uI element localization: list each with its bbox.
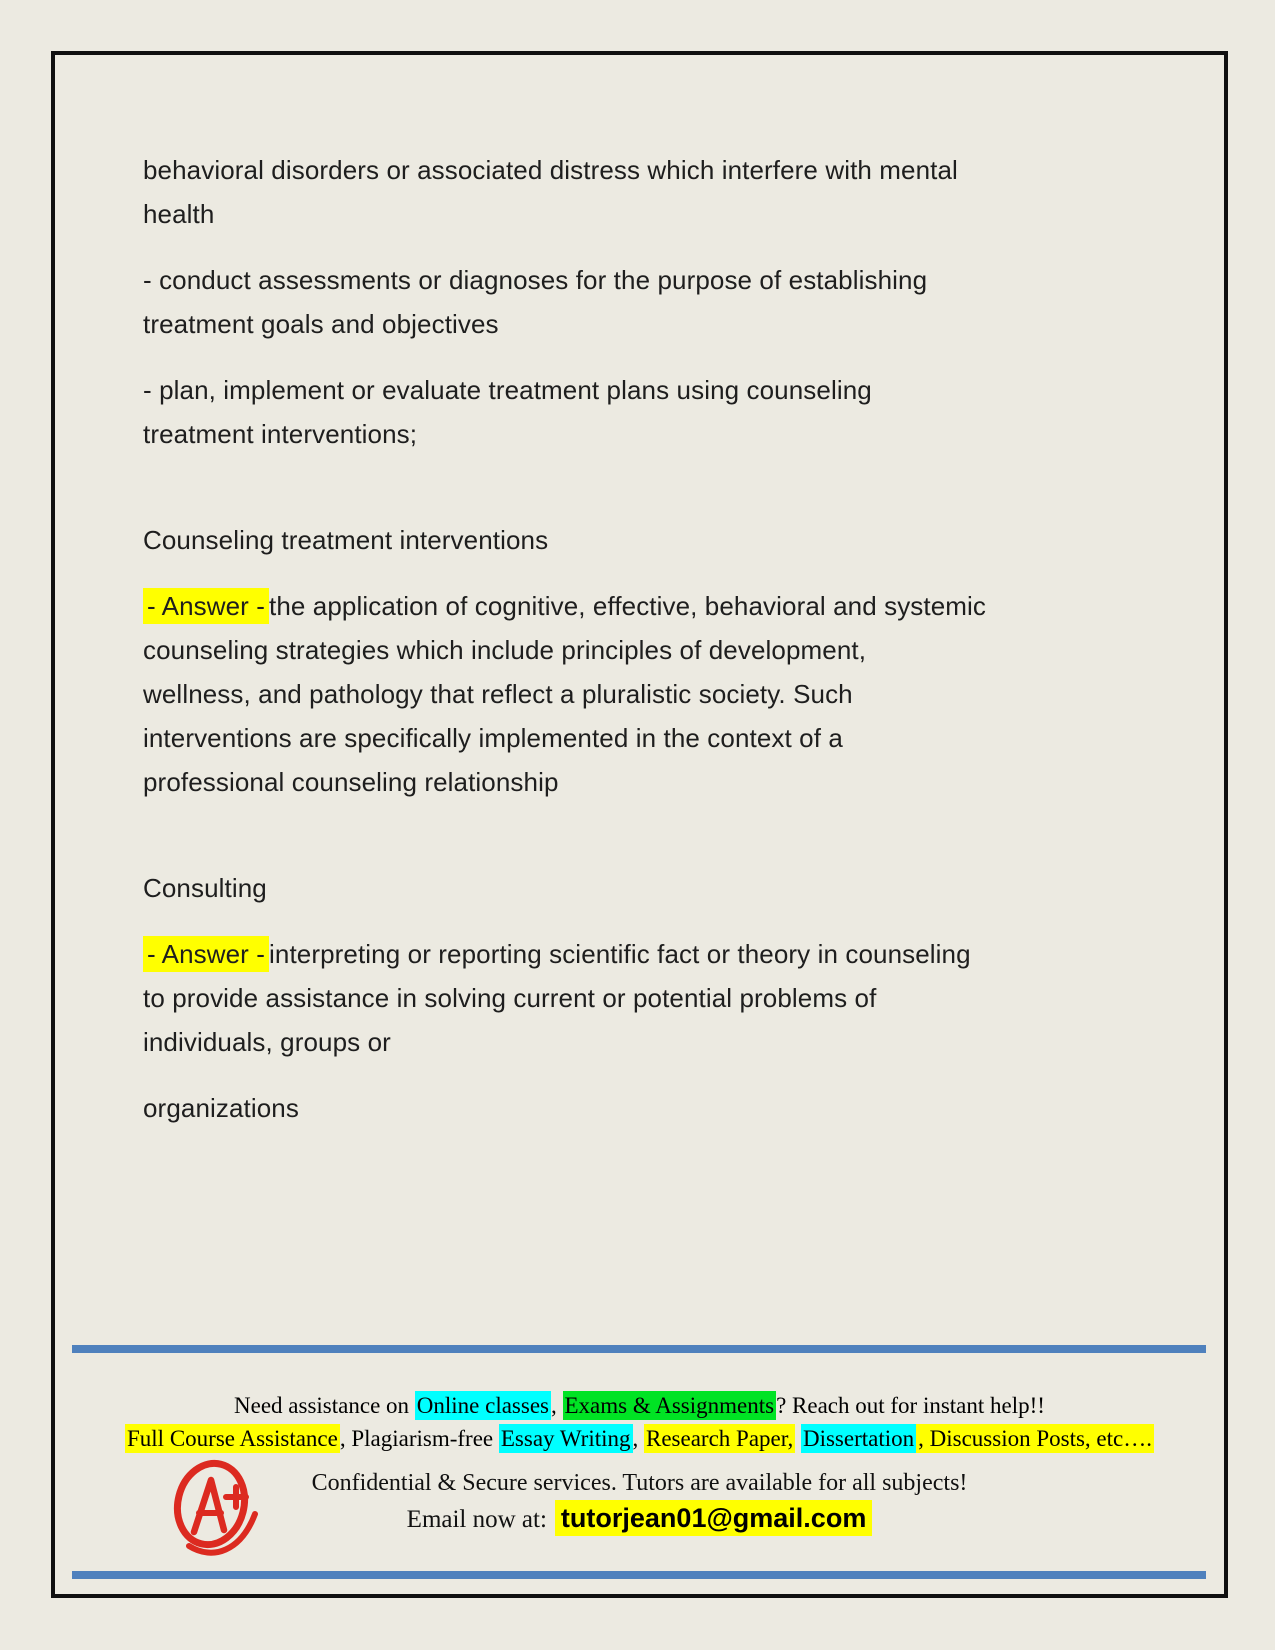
highlighted-text: Research Paper, — [646, 1426, 794, 1451]
paragraph — [143, 584, 1163, 804]
divider-line-top — [72, 1345, 1206, 1353]
paragraph — [143, 932, 1163, 1064]
text-segment: the application of cognitive, effective, behavioral and systemic — [269, 591, 987, 621]
email-label: Email now at: — [406, 1506, 547, 1533]
text-line — [143, 628, 1163, 672]
text-line — [143, 760, 1163, 804]
text-line — [143, 584, 1163, 628]
text-line — [143, 302, 1163, 346]
text-line — [143, 866, 1163, 910]
divider-line-bottom — [72, 1571, 1206, 1579]
highlighted-text: Essay Writing — [500, 1426, 631, 1451]
highlighted-text: - Answer - — [143, 588, 269, 624]
text-line — [143, 672, 1163, 716]
footer-line-1 — [55, 1390, 1224, 1422]
text-line — [143, 518, 1163, 562]
text-segment: Consulting — [143, 873, 267, 903]
text-segment: Need assistance on — [234, 1393, 415, 1418]
document-body — [143, 148, 1163, 1152]
email-address: tutorjean01@gmail.com — [555, 1500, 872, 1536]
paragraph — [143, 258, 1163, 346]
text-segment: wellness, and pathology that reflect a pluralistic society. Such — [143, 679, 853, 709]
paragraph — [143, 866, 1163, 910]
highlighted-text: - Answer - — [143, 936, 269, 972]
paragraph — [143, 148, 1163, 236]
text-segment: counseling strategies which include principles of development, — [143, 635, 867, 665]
text-segment: treatment goals and objectives — [143, 309, 499, 339]
email-line — [55, 1503, 1224, 1534]
paragraph — [143, 518, 1163, 562]
highlighted-text: Dissertation — [802, 1426, 915, 1451]
text-segment: - plan, implement or evaluate treatment plans using counseling — [143, 375, 872, 405]
highlighted-text: , Discussion Posts, etc…. — [918, 1426, 1152, 1451]
text-segment: Counseling treatment interventions — [143, 525, 549, 555]
text-segment: behavioral disorders or associated distress which interfere with mental — [143, 155, 958, 185]
text-segment: , — [632, 1426, 644, 1451]
text-line — [143, 148, 1163, 192]
text-line — [143, 368, 1163, 412]
paragraph — [143, 368, 1163, 456]
text-line — [143, 1020, 1163, 1064]
text-segment: professional counseling relationship — [143, 767, 559, 797]
text-line — [143, 192, 1163, 236]
text-segment: interpreting or reporting scientific fact or theory in counseling — [269, 939, 971, 969]
text-line — [143, 412, 1163, 456]
text-line — [143, 976, 1163, 1020]
text-segment: to provide assistance in solving current or potential problems of — [143, 983, 877, 1013]
text-segment: individuals, groups or — [143, 1027, 391, 1057]
text-segment: health — [143, 199, 215, 229]
text-line — [143, 932, 1163, 976]
confidential-text: Confidential & Secure services. Tutors are available for all subjects! — [311, 1470, 968, 1496]
text-segment: - conduct assessments or diagnoses for the purpose of establishing — [143, 265, 928, 295]
text-segment: ? Reach out for instant help!! — [776, 1393, 1045, 1418]
paragraph — [143, 1086, 1163, 1130]
text-line — [143, 1086, 1163, 1130]
highlighted-text: Exams & Assignments — [564, 1393, 775, 1418]
highlighted-text: Full Course Assistance — [127, 1426, 338, 1451]
text-segment: interventions are specifically implemented in the context of a — [143, 723, 843, 753]
highlighted-text: Online classes — [416, 1393, 549, 1418]
text-segment: , Plagiarism-free — [339, 1426, 499, 1451]
text-segment: organizations — [143, 1093, 299, 1123]
page-border-frame — [51, 51, 1228, 1598]
text-segment: , — [551, 1393, 563, 1418]
text-segment: treatment interventions; — [143, 419, 418, 449]
text-line — [143, 716, 1163, 760]
text-line — [143, 258, 1163, 302]
